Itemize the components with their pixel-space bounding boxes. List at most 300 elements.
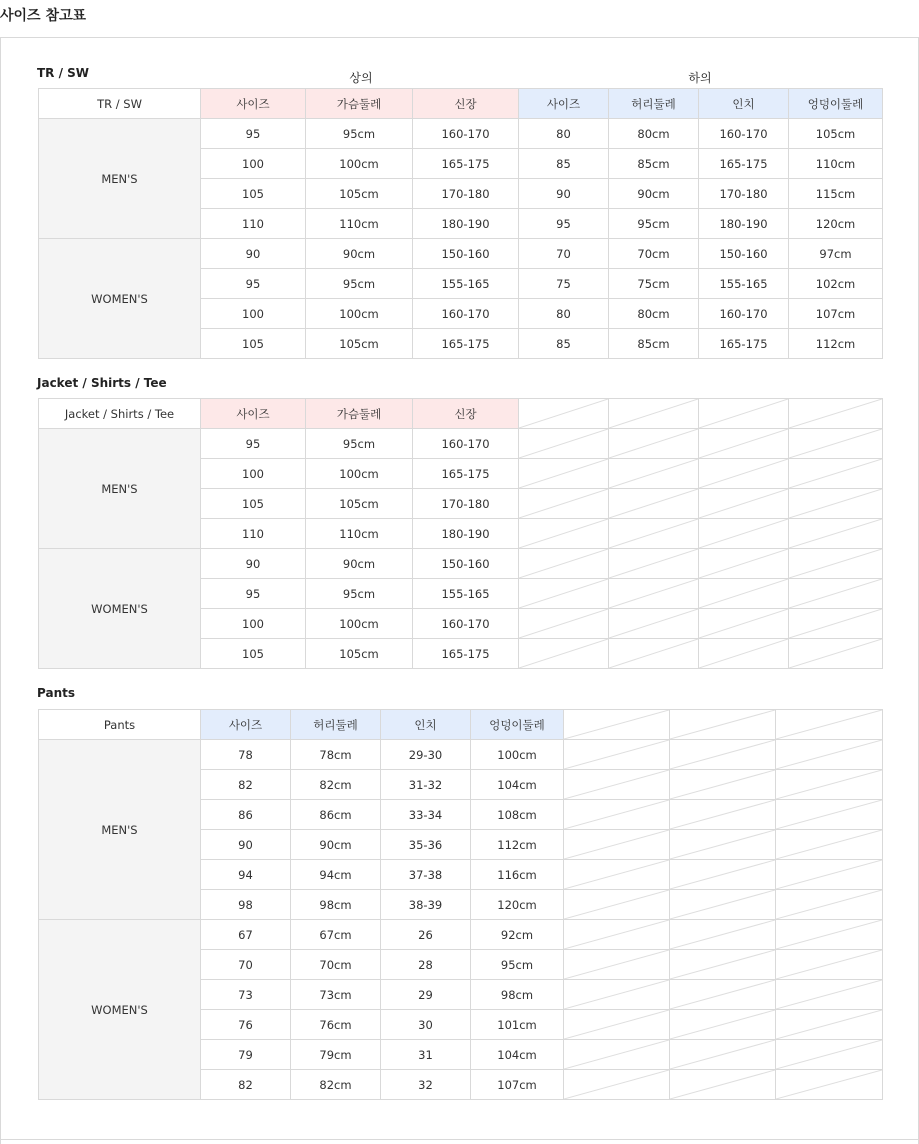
table-cell: 95cm [306, 119, 413, 149]
table-cell: 165-175 [699, 329, 789, 359]
blank-cell [519, 639, 609, 669]
table-cell: 110 [201, 209, 306, 239]
diagonal-line [564, 1010, 669, 1039]
table-cell: 67cm [291, 920, 381, 950]
blank-cell [670, 980, 776, 1010]
diagonal-line [609, 489, 698, 518]
table-cell: 105 [201, 179, 306, 209]
diagonal-line [609, 639, 698, 668]
table-row [39, 429, 883, 459]
table-cell: 90cm [609, 179, 699, 209]
diagonal-line [519, 489, 608, 518]
blank-cell [670, 1040, 776, 1070]
table-cell: 31 [381, 1040, 471, 1070]
category-label: WOMEN'S [39, 920, 201, 1100]
blank-cell [519, 459, 609, 489]
blank-cell [789, 429, 883, 459]
blank-cell [564, 860, 670, 890]
table-cell: 76 [201, 1010, 291, 1040]
table-cell: 79cm [291, 1040, 381, 1070]
table-cell: 105 [201, 639, 306, 669]
table-cell: 105cm [306, 639, 413, 669]
diagonal-line [699, 399, 788, 428]
frame-bottom-border [0, 1139, 919, 1140]
category-label: MEN'S [39, 119, 201, 239]
blank-cell [789, 609, 883, 639]
category-label: WOMEN'S [39, 549, 201, 669]
jacket-size-table [38, 398, 883, 669]
table-row [39, 549, 883, 579]
blank-cell [519, 609, 609, 639]
diagonal-line [776, 710, 882, 739]
table-cell: 95cm [306, 579, 413, 609]
table-cell: 94cm [291, 860, 381, 890]
blank-cell [670, 830, 776, 860]
tr-header-height: 신장 [413, 89, 519, 119]
table-cell: 120cm [789, 209, 883, 239]
diagonal-line [699, 549, 788, 578]
table-cell: 170-180 [699, 179, 789, 209]
diagonal-line [670, 950, 775, 979]
diagonal-line [670, 920, 775, 949]
table-row [39, 239, 883, 269]
blank-cell [564, 980, 670, 1010]
diagonal-line [670, 800, 775, 829]
blank-cell [609, 609, 699, 639]
blank-cell [564, 1010, 670, 1040]
table-cell: 29-30 [381, 740, 471, 770]
diagonal-line [670, 1040, 775, 1069]
table-cell: 82cm [291, 1070, 381, 1100]
table-cell: 86cm [291, 800, 381, 830]
blank-cell [519, 579, 609, 609]
blank-cell [609, 429, 699, 459]
diagonal-line [670, 770, 775, 799]
table-cell: 90 [201, 830, 291, 860]
tr-size-table [38, 88, 883, 359]
table-cell: 100cm [306, 299, 413, 329]
diagonal-line [776, 770, 882, 799]
blank-cell [670, 1070, 776, 1100]
diagonal-line [789, 549, 882, 578]
pants-header-waist: 허리둘레 [291, 710, 381, 740]
table-cell: 98cm [291, 890, 381, 920]
diagonal-line [564, 980, 669, 1009]
blank-cell [699, 549, 789, 579]
diagonal-line [564, 950, 669, 979]
blank-cell [776, 920, 883, 950]
pants-header-inch: 인치 [381, 710, 471, 740]
diagonal-line [564, 770, 669, 799]
frame-left-border [0, 37, 1, 1144]
diagonal-line [776, 800, 882, 829]
blank-cell [789, 459, 883, 489]
table-cell: 110cm [306, 209, 413, 239]
table-cell: 82 [201, 770, 291, 800]
blank-cell [564, 1040, 670, 1070]
blank-cell [519, 489, 609, 519]
diagonal-line [519, 549, 608, 578]
diagonal-line [564, 740, 669, 769]
table-cell: 98cm [471, 980, 564, 1010]
blank-cell [519, 549, 609, 579]
diagonal-line [699, 579, 788, 608]
blank-cell [670, 860, 776, 890]
blank-cell [564, 710, 670, 740]
table-cell: 105 [201, 489, 306, 519]
table-cell: 112cm [471, 830, 564, 860]
table-cell: 94 [201, 860, 291, 890]
table-cell: 180-190 [413, 519, 519, 549]
table-cell: 37-38 [381, 860, 471, 890]
diagonal-line [776, 920, 882, 949]
table-cell: 100 [201, 149, 306, 179]
table-cell: 97cm [789, 239, 883, 269]
tr-header-chest: 가슴둘레 [306, 89, 413, 119]
page-title: 사이즈 참고표 [0, 8, 87, 24]
blank-cell [699, 609, 789, 639]
table-cell: 108cm [471, 800, 564, 830]
diagonal-line [609, 519, 698, 548]
table-cell: 160-170 [699, 119, 789, 149]
pants-header-hip: 엉덩이둘레 [471, 710, 564, 740]
blank-cell [609, 639, 699, 669]
diagonal-line [609, 609, 698, 638]
diagonal-line [564, 830, 669, 859]
blank-cell [609, 579, 699, 609]
table-cell: 155-165 [699, 269, 789, 299]
tr-corner-label: TR / SW [39, 89, 201, 119]
jacket-header-chest: 가슴둘레 [306, 399, 413, 429]
table-cell: 30 [381, 1010, 471, 1040]
blank-cell [609, 399, 699, 429]
table-cell: 116cm [471, 860, 564, 890]
table-cell: 75cm [609, 269, 699, 299]
table-cell: 165-175 [413, 149, 519, 179]
blank-cell [564, 830, 670, 860]
table-cell: 26 [381, 920, 471, 950]
diagonal-line [519, 639, 608, 668]
blank-cell [670, 1010, 776, 1040]
blank-cell [564, 770, 670, 800]
table-cell: 33-34 [381, 800, 471, 830]
table-cell: 29 [381, 980, 471, 1010]
table-cell: 165-175 [413, 639, 519, 669]
table-cell: 160-170 [413, 119, 519, 149]
table-cell: 38-39 [381, 890, 471, 920]
table-cell: 101cm [471, 1010, 564, 1040]
diagonal-line [670, 890, 775, 919]
table-cell: 95 [201, 119, 306, 149]
jacket-header-height: 신장 [413, 399, 519, 429]
blank-cell [789, 519, 883, 549]
pants-corner-label: Pants [39, 710, 201, 740]
diagonal-line [789, 489, 882, 518]
table-cell: 104cm [471, 1040, 564, 1070]
table-cell: 105cm [306, 179, 413, 209]
jacket-section-title: Jacket / Shirts / Tee [37, 376, 167, 390]
table-cell: 100 [201, 609, 306, 639]
table-cell: 70 [201, 950, 291, 980]
pants-section-title: Pants [37, 686, 75, 700]
table-cell: 82 [201, 1070, 291, 1100]
table-cell: 110cm [306, 519, 413, 549]
diagonal-line [564, 1040, 669, 1069]
pants-size-table [38, 709, 883, 1100]
blank-cell [776, 890, 883, 920]
table-cell: 160-170 [413, 429, 519, 459]
table-cell: 78cm [291, 740, 381, 770]
pants-header-row [39, 710, 883, 740]
blank-cell [699, 459, 789, 489]
table-cell: 165-175 [413, 459, 519, 489]
table-cell: 28 [381, 950, 471, 980]
table-cell: 80 [519, 119, 609, 149]
diagonal-line [670, 740, 775, 769]
diagonal-line [789, 399, 882, 428]
blank-cell [564, 1070, 670, 1100]
diagonal-line [789, 429, 882, 458]
diagonal-line [519, 609, 608, 638]
diagonal-line [564, 860, 669, 889]
diagonal-line [699, 519, 788, 548]
diagonal-line [776, 980, 882, 1009]
diagonal-line [564, 710, 669, 739]
blank-cell [699, 519, 789, 549]
table-cell: 100 [201, 459, 306, 489]
diagonal-line [776, 740, 882, 769]
table-cell: 76cm [291, 1010, 381, 1040]
diagonal-line [699, 639, 788, 668]
category-label: WOMEN'S [39, 239, 201, 359]
blank-cell [776, 860, 883, 890]
table-cell: 107cm [789, 299, 883, 329]
table-cell: 79 [201, 1040, 291, 1070]
diagonal-line [776, 1070, 882, 1099]
jacket-corner-label: Jacket / Shirts / Tee [39, 399, 201, 429]
blank-cell [776, 1070, 883, 1100]
table-cell: 170-180 [413, 489, 519, 519]
table-cell: 105cm [789, 119, 883, 149]
diagonal-line [699, 489, 788, 518]
table-cell: 150-160 [699, 239, 789, 269]
blank-cell [670, 770, 776, 800]
table-cell: 102cm [789, 269, 883, 299]
diagonal-line [776, 950, 882, 979]
table-cell: 95cm [471, 950, 564, 980]
table-cell: 112cm [789, 329, 883, 359]
blank-cell [564, 890, 670, 920]
diagonal-line [789, 519, 882, 548]
blank-cell [670, 800, 776, 830]
tr-header-waist: 허리둘레 [609, 89, 699, 119]
table-cell: 98 [201, 890, 291, 920]
diagonal-line [609, 399, 698, 428]
diagonal-line [670, 860, 775, 889]
diagonal-line [564, 1070, 669, 1099]
tr-header-bottom-size: 사이즈 [519, 89, 609, 119]
diagonal-line [519, 399, 608, 428]
table-cell: 115cm [789, 179, 883, 209]
blank-cell [609, 489, 699, 519]
diagonal-line [609, 459, 698, 488]
table-row [39, 740, 883, 770]
table-cell: 67 [201, 920, 291, 950]
table-cell: 85 [519, 329, 609, 359]
table-cell: 160-170 [413, 609, 519, 639]
diagonal-line [776, 1010, 882, 1039]
tr-header-inch: 인치 [699, 89, 789, 119]
table-cell: 90 [519, 179, 609, 209]
blank-cell [699, 399, 789, 429]
table-cell: 165-175 [413, 329, 519, 359]
table-cell: 107cm [471, 1070, 564, 1100]
table-cell: 75 [519, 269, 609, 299]
table-cell: 170-180 [413, 179, 519, 209]
table-cell: 95cm [306, 269, 413, 299]
table-row [39, 920, 883, 950]
blank-cell [776, 1040, 883, 1070]
diagonal-line [519, 429, 608, 458]
diagonal-line [670, 1070, 775, 1099]
table-cell: 70cm [291, 950, 381, 980]
blank-cell [519, 429, 609, 459]
table-cell: 120cm [471, 890, 564, 920]
blank-cell [789, 549, 883, 579]
blank-cell [776, 950, 883, 980]
table-cell: 100cm [306, 609, 413, 639]
table-cell: 90cm [291, 830, 381, 860]
blank-cell [776, 770, 883, 800]
table-cell: 105 [201, 329, 306, 359]
table-cell: 70 [519, 239, 609, 269]
blank-cell [789, 579, 883, 609]
diagonal-line [519, 519, 608, 548]
blank-cell [670, 890, 776, 920]
table-cell: 82cm [291, 770, 381, 800]
blank-cell [776, 830, 883, 860]
tr-header-hip: 엉덩이둘레 [789, 89, 883, 119]
table-row [39, 119, 883, 149]
blank-cell [564, 800, 670, 830]
table-cell: 110cm [789, 149, 883, 179]
table-cell: 90cm [306, 239, 413, 269]
table-cell: 110 [201, 519, 306, 549]
blank-cell [776, 1010, 883, 1040]
blank-cell [789, 639, 883, 669]
table-cell: 90 [201, 239, 306, 269]
diagonal-line [776, 830, 882, 859]
table-cell: 100 [201, 299, 306, 329]
diagonal-line [564, 800, 669, 829]
blank-cell [699, 639, 789, 669]
blank-cell [609, 459, 699, 489]
diagonal-line [609, 579, 698, 608]
table-cell: 105cm [306, 489, 413, 519]
table-cell: 35-36 [381, 830, 471, 860]
table-cell: 95 [201, 579, 306, 609]
tr-bottom-group-label: 하의 [688, 71, 712, 85]
table-cell: 100cm [306, 459, 413, 489]
diagonal-line [776, 860, 882, 889]
table-cell: 105cm [306, 329, 413, 359]
blank-cell [670, 920, 776, 950]
table-cell: 80cm [609, 119, 699, 149]
diagonal-line [564, 920, 669, 949]
blank-cell [670, 710, 776, 740]
table-cell: 100cm [306, 149, 413, 179]
diagonal-line [789, 609, 882, 638]
table-cell: 32 [381, 1070, 471, 1100]
table-cell: 150-160 [413, 549, 519, 579]
blank-cell [776, 800, 883, 830]
table-cell: 90 [201, 549, 306, 579]
table-cell: 155-165 [413, 579, 519, 609]
diagonal-line [519, 579, 608, 608]
category-label: MEN'S [39, 740, 201, 920]
blank-cell [789, 399, 883, 429]
table-cell: 95cm [306, 429, 413, 459]
table-cell: 90cm [306, 549, 413, 579]
table-cell: 160-170 [699, 299, 789, 329]
diagonal-line [609, 549, 698, 578]
jacket-header-size: 사이즈 [201, 399, 306, 429]
diagonal-line [699, 459, 788, 488]
diagonal-line [609, 429, 698, 458]
tr-top-group-label: 상의 [349, 71, 373, 85]
diagonal-line [670, 710, 775, 739]
blank-cell [564, 740, 670, 770]
table-cell: 73 [201, 980, 291, 1010]
table-cell: 150-160 [413, 239, 519, 269]
table-cell: 85 [519, 149, 609, 179]
blank-cell [776, 710, 883, 740]
table-cell: 95 [201, 429, 306, 459]
diagonal-line [699, 609, 788, 638]
table-cell: 95 [519, 209, 609, 239]
diagonal-line [519, 459, 608, 488]
table-cell: 95 [201, 269, 306, 299]
diagonal-line [670, 830, 775, 859]
title-divider [0, 37, 919, 38]
blank-cell [699, 429, 789, 459]
jacket-header-row [39, 399, 883, 429]
table-cell: 92cm [471, 920, 564, 950]
table-cell: 85cm [609, 329, 699, 359]
blank-cell [699, 489, 789, 519]
table-cell: 160-170 [413, 299, 519, 329]
tr-header-size: 사이즈 [201, 89, 306, 119]
table-cell: 165-175 [699, 149, 789, 179]
category-label: MEN'S [39, 429, 201, 549]
table-cell: 100cm [471, 740, 564, 770]
diagonal-line [776, 890, 882, 919]
diagonal-line [699, 429, 788, 458]
tr-section-title: TR / SW [37, 66, 90, 80]
blank-cell [519, 519, 609, 549]
table-cell: 73cm [291, 980, 381, 1010]
blank-cell [519, 399, 609, 429]
blank-cell [670, 950, 776, 980]
table-cell: 78 [201, 740, 291, 770]
table-cell: 180-190 [699, 209, 789, 239]
blank-cell [699, 579, 789, 609]
table-cell: 180-190 [413, 209, 519, 239]
diagonal-line [789, 459, 882, 488]
diagonal-line [670, 980, 775, 1009]
blank-cell [609, 519, 699, 549]
table-cell: 104cm [471, 770, 564, 800]
